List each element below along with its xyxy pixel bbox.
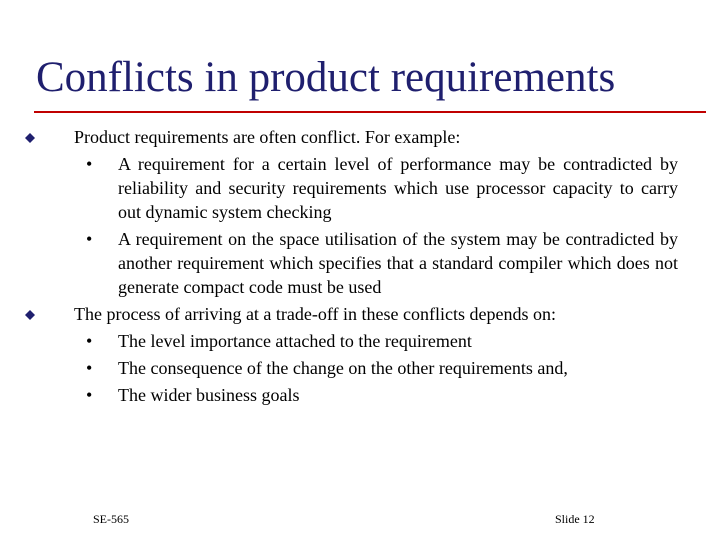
slide-title: Conflicts in product requirements — [36, 54, 616, 101]
slide-content — [0, 122, 720, 408]
dot-bullet-icon: • — [86, 229, 93, 249]
sub-bullet-point — [86, 356, 678, 380]
sub-bullet-text: The level importance attached to the requirement — [118, 331, 472, 351]
sub-bullet-text: The consequence of the change on the other requirements and, — [118, 358, 568, 378]
bullet-point — [74, 302, 684, 326]
dot-bullet-icon: • — [86, 385, 93, 405]
sub-bullet-point — [86, 152, 678, 224]
sub-bullet-point — [86, 227, 678, 299]
bullet-point — [74, 125, 684, 149]
slide-number: 12 — [582, 512, 595, 526]
bullet-text: Product requirements are often conflict. For example: — [74, 127, 461, 147]
sub-bullet-text: A requirement on the space utilisation of the system may be contradicted by another requirement which specifies that a standard compiler which does not generate compact code must be used — [118, 229, 678, 297]
diamond-bullet-icon — [25, 133, 35, 143]
dot-bullet-icon: • — [86, 154, 93, 174]
title-divider — [34, 111, 706, 113]
footer-course: SE-565 — [93, 512, 129, 526]
footer-slide-number — [555, 511, 595, 527]
dot-bullet-icon: • — [86, 331, 93, 351]
diamond-bullet-icon — [25, 310, 35, 320]
slide-label: Slide — [555, 512, 580, 526]
sub-bullet-text: A requirement for a certain level of performance may be contradicted by reliability and security requirements which use processor capacity to carry out dynamic system checking — [118, 154, 678, 222]
sub-bullet-point — [86, 329, 678, 353]
sub-bullet-point — [86, 383, 678, 407]
sub-bullet-text: The wider business goals — [118, 385, 300, 405]
dot-bullet-icon: • — [86, 358, 93, 378]
bullet-text: The process of arriving at a trade-off in these conflicts depends on: — [74, 304, 557, 324]
